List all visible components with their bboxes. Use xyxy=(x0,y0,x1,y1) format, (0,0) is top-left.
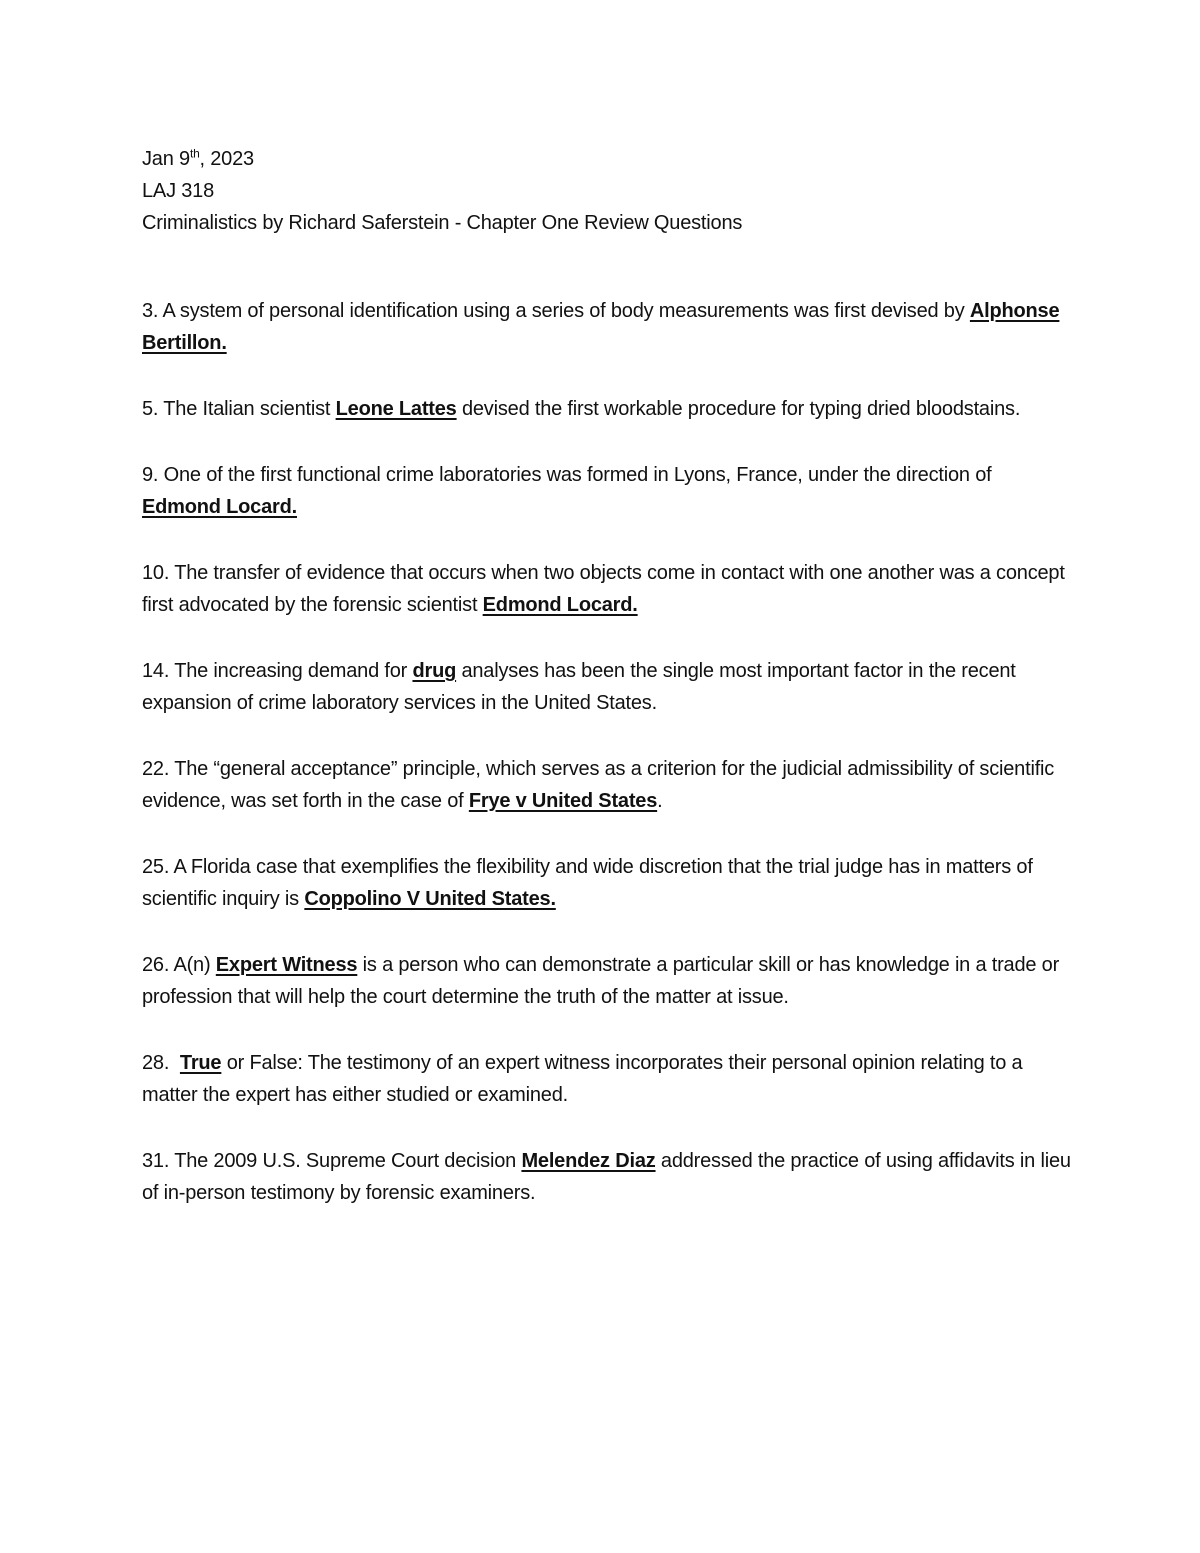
question-22 xyxy=(142,753,1072,817)
answer-text: drug xyxy=(412,660,457,682)
document-title: Criminalistics by Richard Saferstein - Chapter One Review Questions xyxy=(142,212,743,234)
answer-text: Edmond Locard. xyxy=(142,496,297,518)
answer-text: Leone Lattes xyxy=(335,398,457,420)
date-year: , 2023 xyxy=(199,148,254,170)
question-text: 22. The “general acceptance” principle, which serves as a criterion for the judicial admissibility of scientific evidence, was set forth in the case of xyxy=(142,758,1055,812)
question-text: 28. xyxy=(142,1052,180,1074)
document-header xyxy=(142,143,1072,239)
question-14 xyxy=(142,655,1072,719)
question-3 xyxy=(142,295,1072,359)
question-26 xyxy=(142,949,1072,1013)
question-text-after: devised the first workable procedure for typing dried bloodstains. xyxy=(456,398,1021,420)
answer-text: Coppolino V United States. xyxy=(304,888,556,910)
date-main: Jan 9 xyxy=(142,148,190,170)
answer-text: Expert Witness xyxy=(215,954,358,976)
question-text: 3. A system of personal identification using a series of body measurements was first devised by xyxy=(142,300,970,322)
question-text: 9. One of the first functional crime laboratories was formed in Lyons, France, under the direction of xyxy=(142,464,992,486)
question-31 xyxy=(142,1145,1072,1209)
question-9 xyxy=(142,459,1072,523)
answer-text: True xyxy=(179,1052,222,1074)
question-text: 10. The transfer of evidence that occurs when two objects come in contact with one another was a concept first advocated by the forensic scientist xyxy=(142,562,1065,616)
question-5 xyxy=(142,393,1072,425)
question-text-after: . xyxy=(657,790,663,812)
question-10 xyxy=(142,557,1072,621)
question-text: 31. The 2009 U.S. Supreme Court decision xyxy=(142,1150,522,1172)
course-code: LAJ 318 xyxy=(142,180,214,202)
question-25 xyxy=(142,851,1072,915)
question-text-after: analyses has been the single most important factor in the recent expansion of crime laboratory services in the United States. xyxy=(142,660,1016,714)
answer-text: Melendez Diaz xyxy=(521,1150,656,1172)
question-text: 5. The Italian scientist xyxy=(142,398,336,420)
question-text-after: or False: The testimony of an expert witness incorporates their personal opinion relating to a matter the expert has either studied or examined. xyxy=(142,1052,1023,1106)
answer-text: Alphonse Bertillon. xyxy=(142,300,1060,354)
date-line xyxy=(142,143,1072,175)
question-text: 14. The increasing demand for xyxy=(142,660,413,682)
question-text-after: is a person who can demonstrate a particular skill or has knowledge in a trade or profession that will help the court determine the truth of the matter at issue. xyxy=(142,954,1060,1008)
question-28 xyxy=(142,1047,1072,1111)
answer-text: Edmond Locard. xyxy=(482,594,638,616)
answer-text: Frye v United States xyxy=(468,790,658,812)
document-page xyxy=(142,143,1072,1243)
question-text: 25. A Florida case that exemplifies the flexibility and wide discretion that the trial judge has in matters of scientific inquiry is xyxy=(142,856,1033,910)
question-text: 26. A(n) xyxy=(142,954,216,976)
date-ordinal-suffix: th xyxy=(189,146,200,161)
question-text-after: addressed the practice of using affidavits in lieu of in-person testimony by forensic examiners. xyxy=(142,1150,1071,1204)
